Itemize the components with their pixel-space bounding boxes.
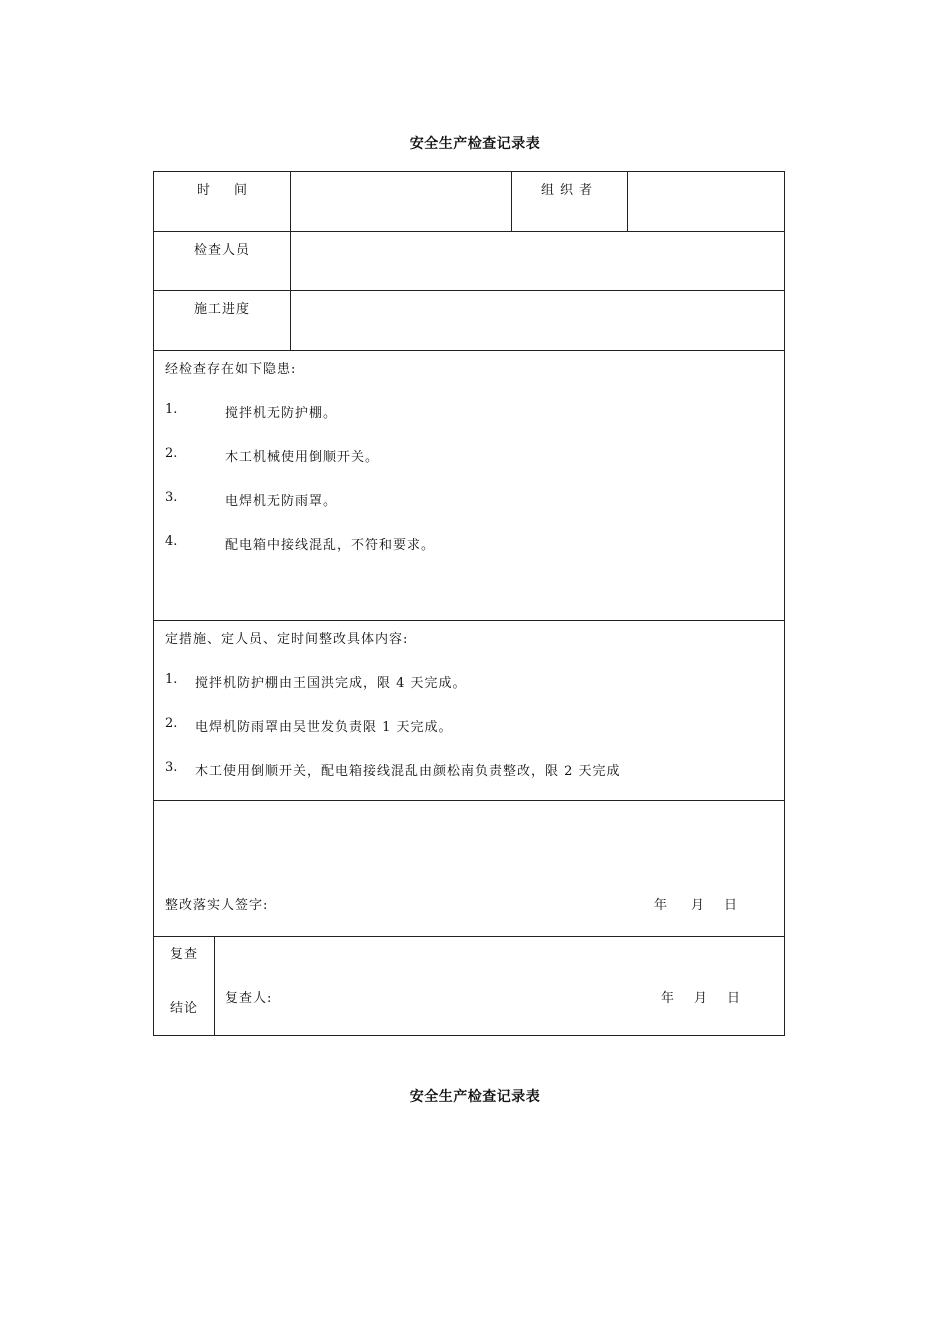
time-label-cell — [154, 172, 291, 231]
organizer-value-cell[interactable] — [628, 172, 784, 231]
hazards-heading: 经检查存在如下隐患: — [165, 362, 297, 377]
rectification-item-number: 1. — [165, 672, 178, 687]
review-date — [661, 987, 740, 1006]
organizer-label-cell — [512, 172, 628, 231]
inspectors-value-cell[interactable] — [291, 232, 784, 290]
signature-section — [154, 801, 784, 937]
review-label-line1: 复查 — [169, 947, 198, 962]
review-label-line2: 结论 — [169, 1001, 198, 1016]
hazard-item-text: 木工机械使用倒顺开关。 — [225, 450, 380, 465]
signature-label: 整改落实人签字: — [165, 898, 269, 913]
hazard-item-text: 配电箱中接线混乱，不符和要求。 — [225, 538, 436, 553]
hazards-section — [154, 351, 784, 621]
inspectors-label: 检查人员 — [193, 243, 250, 258]
hazard-item-text: 搅拌机无防护棚。 — [225, 406, 338, 421]
month-label: 月 — [694, 991, 708, 1006]
inspectors-row — [154, 232, 784, 291]
progress-value-cell[interactable] — [291, 291, 784, 350]
day-label: 日 — [727, 991, 741, 1006]
progress-label-cell — [154, 291, 291, 350]
hazard-item-text: 电焊机无防雨罩。 — [225, 494, 338, 509]
review-content-cell[interactable] — [215, 937, 784, 1035]
year-label: 年 — [654, 898, 668, 913]
month-label: 月 — [691, 898, 705, 913]
rectification-item-number: 2. — [165, 716, 178, 731]
rectification-item-text: 搅拌机防护棚由王国洪完成，限 4 天完成。 — [195, 676, 467, 691]
rectification-item-text: 电焊机防雨罩由吴世发负责限 1 天完成。 — [195, 720, 453, 735]
reviewer-label: 复查人: — [225, 991, 273, 1006]
hazard-item-number: 2. — [165, 446, 178, 461]
hazard-item-number: 4. — [165, 534, 178, 549]
time-label: 时间 — [196, 183, 271, 198]
rectification-section — [154, 621, 784, 801]
year-label: 年 — [661, 991, 675, 1006]
inspectors-label-cell — [154, 232, 291, 290]
second-document-title: 安全生产检查记录表 — [409, 1089, 541, 1105]
progress-label: 施工进度 — [193, 302, 250, 317]
signature-date — [654, 894, 737, 913]
review-label-cell — [154, 937, 215, 1035]
time-value-cell[interactable] — [291, 172, 512, 231]
document-title: 安全生产检查记录表 — [409, 136, 541, 152]
rectification-heading: 定措施、定人员、定时间整改具体内容: — [165, 632, 409, 647]
time-organizer-row — [154, 172, 784, 232]
inspection-form-table — [153, 171, 785, 1036]
rectification-item-text: 木工使用倒顺开关，配电箱接线混乱由颜松南负责整改，限 2 天完成 — [195, 764, 621, 779]
hazard-item-number: 1. — [165, 402, 178, 417]
review-row — [154, 937, 784, 1035]
hazard-item-number: 3. — [165, 490, 178, 505]
progress-row — [154, 291, 784, 351]
day-label: 日 — [724, 898, 738, 913]
organizer-label: 组织者 — [540, 183, 598, 198]
rectification-item-number: 3. — [165, 760, 178, 775]
